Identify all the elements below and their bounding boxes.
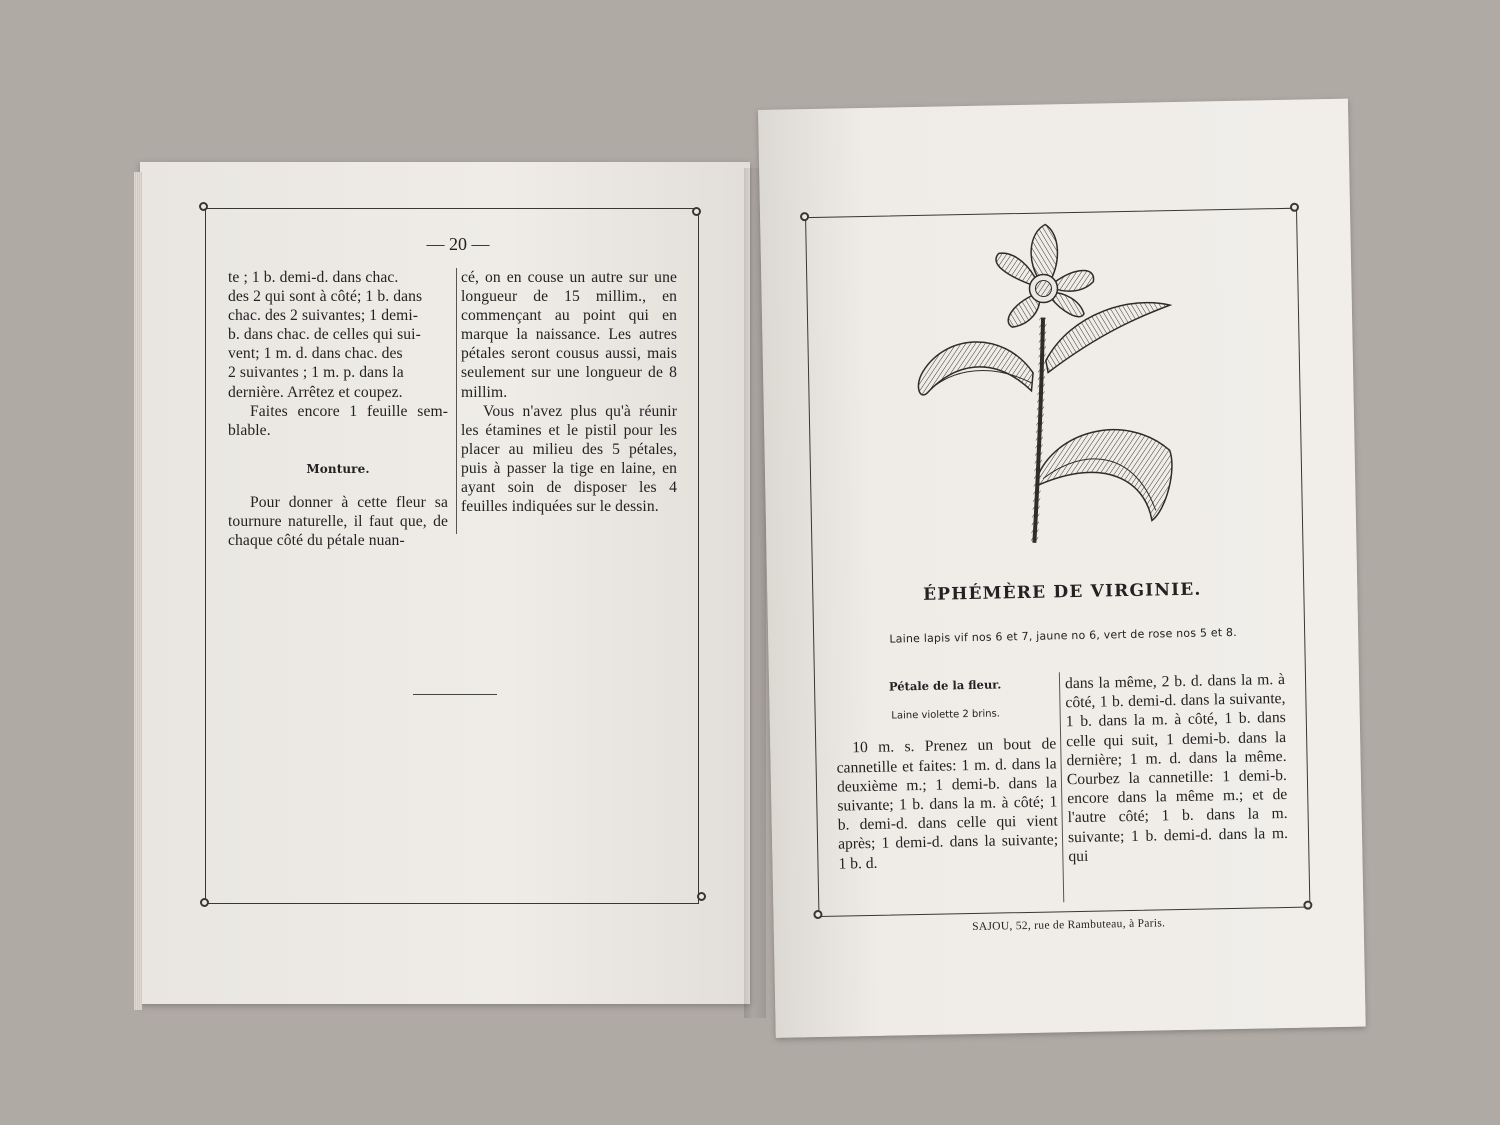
recipe-title: ÉPHÉMÈRE DE VIRGINIE. xyxy=(922,579,1202,605)
publisher-imprint: SAJOU, 52, rue de Rambuteau, à Paris. xyxy=(972,917,1166,934)
frame-corner-ornament xyxy=(697,892,706,901)
section-heading: Pétale de la fleur. xyxy=(888,677,1002,694)
materials-line: Laine lapis vif nos 6 et 7, jaune no 6, vert de rose nos 5 et 8. xyxy=(889,625,1237,646)
text-line: vent; 1 m. d. dans chac. des xyxy=(228,345,403,363)
end-rule xyxy=(413,694,497,695)
text-line: te ; 1 b. demi-d. dans chac. xyxy=(228,269,399,286)
paragraph: Pour donner à cette fleur sa tournure naturelle, il faut que, de chaque côté du pétale nuan- xyxy=(228,493,448,550)
paragraph: Faites encore 1 feuille sem-blable. xyxy=(228,402,448,439)
right-text-column-2 xyxy=(1065,670,1289,866)
text-line: dernière. Arrêtez et coupez. xyxy=(228,383,403,401)
text-line: chac. des 2 suivantes; 1 demi- xyxy=(228,307,419,325)
frame-corner-ornament xyxy=(813,910,822,919)
column-divider xyxy=(456,268,457,534)
frame-corner-ornament xyxy=(1303,901,1312,910)
paragraph: Vous n'avez plus qu'à réunir les étamines et le pistil pour les placer au milieu des 5 pétales, puis à passer la tige en laine, en ayant soin de disposer les 4 feuilles indiquées sur le dessin. xyxy=(461,402,677,516)
right-text-column-1 xyxy=(835,674,1059,873)
paragraph: 10 m. s. Prenez un bout de cannetille et faites: 1 m. d. dans la deuxième m.; 1 demi-b. dans la suivante; 1 b. dans la m. à côté; 1 b. demi-d. dans celle qui vient après; 1 demi-d. dans la suivante; 1 b. d. xyxy=(836,735,1059,873)
right-page xyxy=(758,99,1366,1038)
text-line: des 2 qui sont à côté; 1 b. dans xyxy=(228,288,423,306)
flower-illustration xyxy=(910,220,1186,555)
subheading: Monture. xyxy=(306,461,370,476)
frame-corner-ornament xyxy=(800,212,809,221)
left-text-column-1 xyxy=(228,268,448,550)
frame-corner-ornament xyxy=(200,898,209,907)
paragraph: cé, on en couse un autre sur une longueur de 15 millim., en commençant au point qui en marque la naissance. Les autres pétales seront cousus aussi, mais seulement sur une longueur de 8 millim. xyxy=(461,269,677,401)
text-line: b. dans chac. de celles qui sui- xyxy=(228,326,421,344)
frame-corner-ornament xyxy=(199,202,208,211)
section-note: Laine violette 2 brins. xyxy=(891,708,1001,722)
frame-corner-ornament xyxy=(1290,203,1299,212)
text-line: 2 suivantes ; 1 m. p. dans la xyxy=(228,364,404,382)
page-number: — 20 — xyxy=(426,234,490,254)
paragraph: dans la même, 2 b. d. dans la m. à côté, 1 b. demi-d. dans la suivante, 1 b. dans la m. à côté, 1 b. dans celle qui suit, 1 demi-b. dans la dernière; 1 m. d. dans la même. Courbez la cannetille: 1 demi-b. encore dans la même m.; et de l'autre côté; 1 b. dans la m. suivante; 1 b. demi-d. dans la m. qui xyxy=(1064,670,1289,866)
frame-corner-ornament xyxy=(692,207,701,216)
left-text-column-2 xyxy=(461,268,677,516)
